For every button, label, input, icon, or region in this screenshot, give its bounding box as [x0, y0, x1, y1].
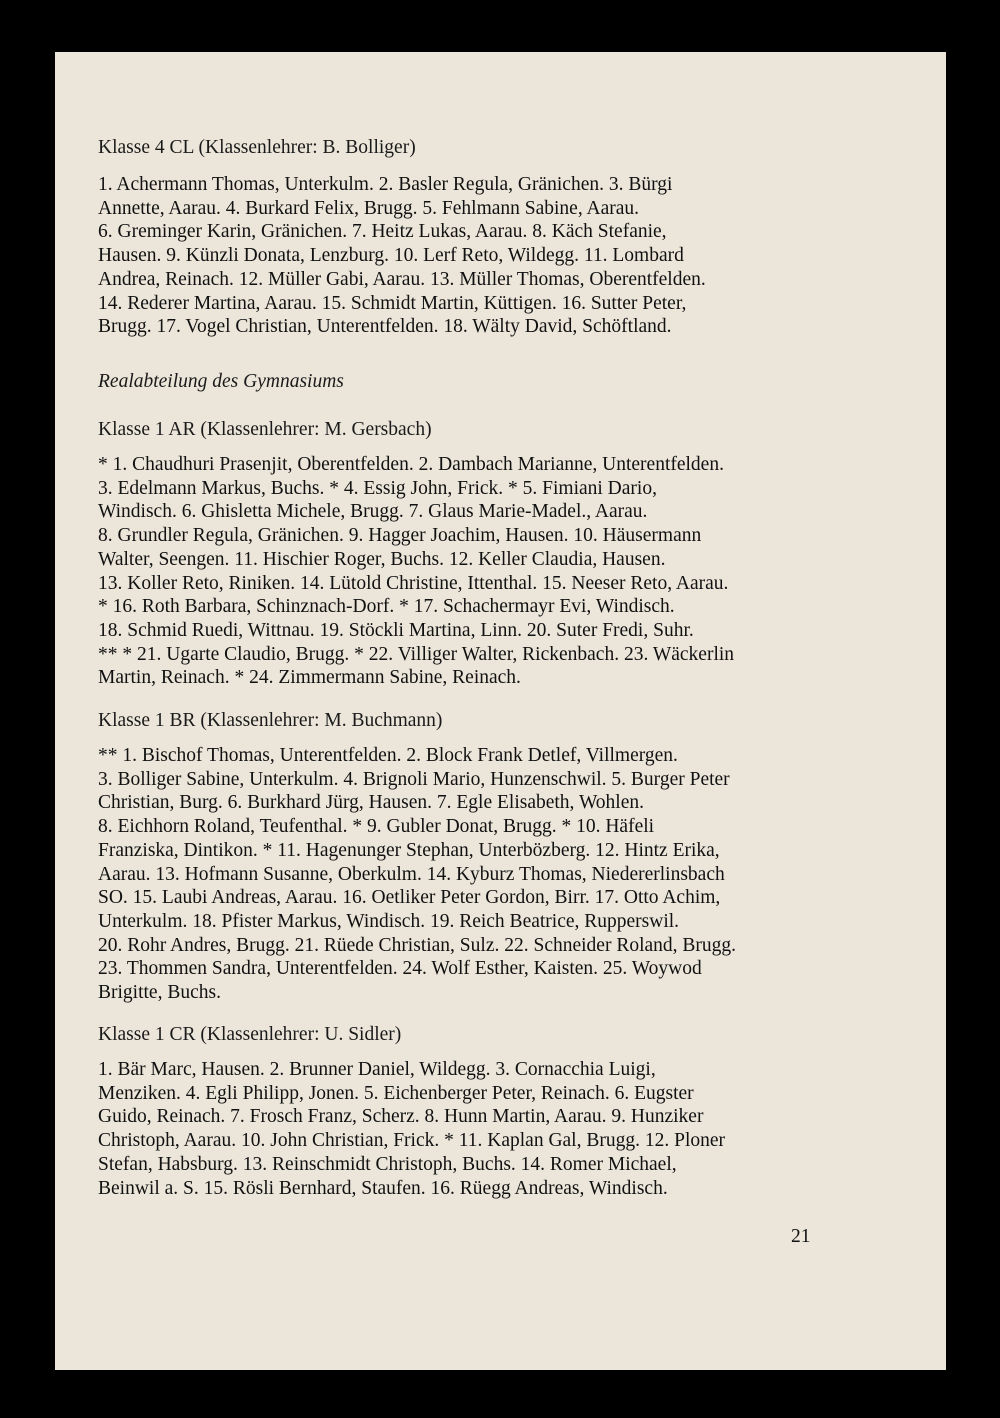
text-line: Unterkulm. 18. Pfister Markus, Windisch. 19. Reich Beatrice, Rupperswil. [98, 910, 680, 932]
text-line: Guido, Reinach. 7. Frosch Franz, Scherz. 8. Hunn Martin, Aarau. 9. Hunziker [98, 1106, 704, 1128]
paragraph-class-1ar [98, 453, 828, 690]
page-number: 21 [791, 1226, 811, 1247]
paragraph-class-1cr [98, 1058, 828, 1200]
text-line: 23. Thommen Sandra, Unterentfelden. 24. Wolf Esther, Kaisten. 25. Woywod [98, 958, 702, 980]
text-line: Christoph, Aarau. 10. John Christian, Frick. * 11. Kaplan Gal, Brugg. 12. Ploner [98, 1130, 726, 1152]
text-line: ** 1. Bischof Thomas, Unterentfelden. 2. Block Frank Detlef, Villmergen. [98, 745, 678, 766]
heading-class-1ar: Klasse 1 AR (Klassenlehrer: M. Gersbach) [98, 419, 432, 440]
text-line: 1. Bär Marc, Hausen. 2. Brunner Daniel, Wildegg. 3. Cornacchia Luigi, [98, 1059, 656, 1080]
text-line: 6. Greminger Karin, Gränichen. 7. Heitz Lukas, Aarau. 8. Käch Stefanie, [98, 221, 667, 243]
text-line: 1. Achermann Thomas, Unterkulm. 2. Basler Regula, Gränichen. 3. Bürgi [98, 174, 673, 195]
text-line: * 1. Chaudhuri Prasenjit, Oberentfelden. 2. Dambach Marianne, Unterentfelden. [98, 454, 724, 475]
text-line: Franziska, Dintikon. * 11. Hagenunger Stephan, Unterbözberg. 12. Hintz Erika, [98, 839, 720, 861]
text-line: Brugg. 17. Vogel Christian, Unterentfelden. 18. Wälty David, Schöftland. [98, 316, 672, 338]
text-line: 13. Koller Reto, Riniken. 14. Lütold Christine, Ittenthal. 15. Neeser Reto, Aarau. [98, 572, 729, 594]
text-line: 8. Grundler Regula, Gränichen. 9. Hagger Joachim, Hausen. 10. Häusermann [98, 525, 702, 547]
text-line: 20. Rohr Andres, Brugg. 21. Rüede Christian, Sulz. 22. Schneider Roland, Brugg. [98, 934, 737, 956]
heading-class-4cl: Klasse 4 CL (Klassenlehrer: B. Bolliger) [98, 137, 416, 158]
paragraph-class-1br [98, 744, 828, 1005]
text-line: 3. Edelmann Markus, Buchs. * 4. Essig John, Frick. * 5. Fimiani Dario, [98, 477, 657, 499]
text-line: Hausen. 9. Künzli Donata, Lenzburg. 10. Lerf Reto, Wildegg. 11. Lombard [98, 245, 684, 267]
text-line: 18. Schmid Ruedi, Wittnau. 19. Stöckli Martina, Linn. 20. Suter Fredi, Suhr. [98, 619, 694, 641]
text-line: 3. Bolliger Sabine, Unterkulm. 4. Brignoli Mario, Hunzenschwil. 5. Burger Peter [98, 768, 730, 790]
text-line: * 16. Roth Barbara, Schinznach-Dorf. * 17. Schachermayr Evi, Windisch. [98, 596, 675, 618]
text-line: SO. 15. Laubi Andreas, Aarau. 16. Oetliker Peter Gordon, Birr. 17. Otto Achim, [98, 887, 721, 909]
text-line: 8. Eichhorn Roland, Teufenthal. * 9. Gubler Donat, Brugg. * 10. Häfeli [98, 816, 655, 838]
text-line: Brigitte, Buchs. [98, 982, 221, 1004]
text-line: 14. Rederer Martina, Aarau. 15. Schmidt Martin, Küttigen. 16. Sutter Peter, [98, 292, 687, 314]
text-line: Windisch. 6. Ghisletta Michele, Brugg. 7. Glaus Marie-Madel., Aarau. [98, 501, 648, 523]
text-line: Beinwil a. S. 15. Rösli Bernhard, Staufen. 16. Rüegg Andreas, Windisch. [98, 1177, 668, 1199]
section-title: Realabteilung des Gymnasiums [98, 371, 344, 392]
text-line: Annette, Aarau. 4. Burkard Felix, Brugg. 5. Fehlmann Sabine, Aarau. [98, 197, 640, 219]
text-line: Stefan, Habsburg. 13. Reinschmidt Christoph, Buchs. 14. Romer Michael, [98, 1153, 677, 1175]
paragraph-class-4cl [98, 173, 828, 339]
text-line: Christian, Burg. 6. Burkhard Jürg, Hausen. 7. Egle Elisabeth, Wohlen. [98, 792, 644, 814]
heading-class-1br: Klasse 1 BR (Klassenlehrer: M. Buchmann) [98, 710, 443, 731]
text-line: Menziken. 4. Egli Philipp, Jonen. 5. Eichenberger Peter, Reinach. 6. Eugster [98, 1082, 694, 1104]
heading-class-1cr: Klasse 1 CR (Klassenlehrer: U. Sidler) [98, 1024, 402, 1045]
text-line: Aarau. 13. Hofmann Susanne, Oberkulm. 14. Kyburz Thomas, Niedererlinsbach [98, 863, 725, 885]
text-line: Martin, Reinach. * 24. Zimmermann Sabine, Reinach. [98, 667, 521, 689]
text-line: Walter, Seengen. 11. Hischier Roger, Buchs. 12. Keller Claudia, Hausen. [98, 548, 666, 570]
text-line: Andrea, Reinach. 12. Müller Gabi, Aarau. 13. Müller Thomas, Oberentfelden. [98, 268, 706, 290]
text-line: ** * 21. Ugarte Claudio, Brugg. * 22. Villiger Walter, Rickenbach. 23. Wäckerlin [98, 643, 735, 665]
